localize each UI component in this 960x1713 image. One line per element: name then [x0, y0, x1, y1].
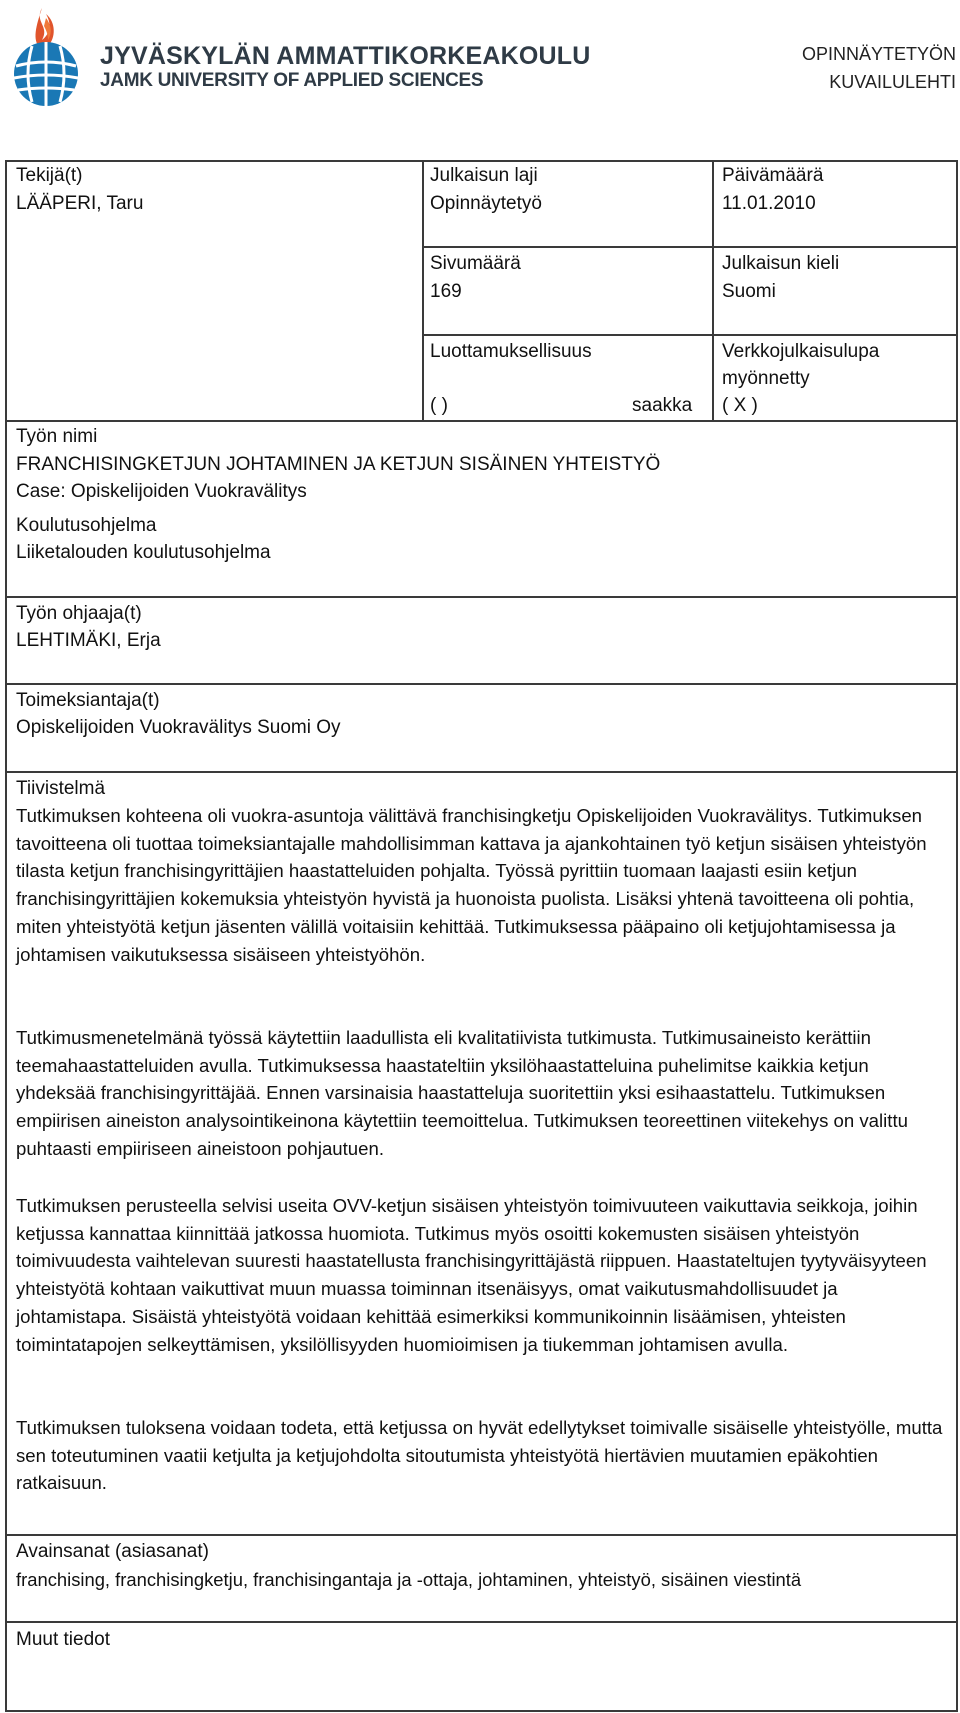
row-divider-5 [5, 683, 958, 685]
publication-language-value: Suomi [722, 281, 776, 302]
abstract-paragraph-1: Tutkimuksen kohteena oli vuokra-asuntoja välittävä franchisingketju Opiskelijoiden Vuokravälitys. Tutkimuksen tavoitteena oli tuottaa toimeksiantajalle mahdollisimman kattava ja ajankohtainen työ ketjun sisäisen yhteistyön tilasta ketjun franchisingyrittäjien haastatteluiden pohjalta. Työssä pyrittiin tuomaan laajasti esiin ketjun franchisingyrittäjien kokemuksia yhteistyön hyvistä ja huonoista puolista. Lisäksi yhtenä tavoitteena oli pohtia, miten yhteistyötä ketjun jäsenten välillä voitaisiin kehittää. Tutkimuksessa pääpaino oli ketjujohtamisessa ja johtamisen vaikutuksessa sisäiseen yhteistyöhön. [16, 805, 927, 965]
publication-type-label: Julkaisun laji [430, 165, 538, 186]
other-info-label: Muut tiedot [16, 1629, 110, 1650]
online-permission-label-2: myönnetty [722, 368, 810, 389]
jamk-logo-icon [6, 4, 86, 108]
row-divider-8 [5, 1621, 958, 1623]
abstract-label: Tiivistelmä [16, 778, 106, 799]
thesis-title-label: Työn nimi [16, 426, 98, 447]
confidentiality-checkbox: ( ) [430, 395, 448, 416]
page-count-value: 169 [430, 281, 462, 302]
abstract-paragraph-3: Tutkimuksen perusteella selvisi useita OVV-ketjun sisäisen yhteistyön toimivuuteen vaikuttavia seikkoja, joihin ketjussa kannattaa kiinnittää jatkossa huomiota. Tutkimus myös osoitti kokemusten sisäisen yhteistyön toimivuudesta vaihtelevan suuresti haastatellusta franchisingyrittäjästä riippuen. Haastateltujen tyytyväisyyteen yhteistyötä kohtaan vaikuttivat muun muassa toiminnan itsenäisyys, omat vaikutusmahdollisuudet ja johtamistapa. Sisäistä yhteistyötä voidaan kehittää esimerkiksi kommunikoinnin lisäämisen, yhteisten toimintatapojen selkeyttämisen, yksilöllisyyden huomioimisen ja tiukemman johtamisen avulla. [16, 1195, 927, 1355]
supervisor-value: LEHTIMÄKI, Erja [16, 630, 161, 651]
thesis-title-line2: Case: Opiskelijoiden Vuokravälitys [16, 481, 307, 502]
page-count-label: Sivumäärä [430, 253, 521, 274]
online-permission-value: ( X ) [722, 395, 758, 416]
publication-type-value: Opinnäytetyö [430, 193, 542, 214]
institution-name-en: JAMK UNIVERSITY OF APPLIED SCIENCES [100, 70, 484, 91]
date-value: 11.01.2010 [722, 193, 816, 214]
form-right-border [956, 160, 958, 1712]
date-label: Päivämäärä [722, 165, 824, 186]
document-type-line2: KUVAILULEHTI [829, 72, 956, 92]
row-divider-3 [5, 420, 958, 422]
author-value: LÄÄPERI, Taru [16, 193, 144, 214]
form-bottom-border [5, 1710, 958, 1712]
supervisor-label: Työn ohjaaja(t) [16, 603, 142, 624]
column-divider-1 [422, 160, 424, 422]
programme-label: Koulutusohjelma [16, 515, 157, 536]
row-divider-1 [422, 246, 958, 248]
author-label: Tekijä(t) [16, 165, 83, 186]
form-left-border [5, 160, 7, 1712]
abstract-paragraph-2: Tutkimusmenetelmänä työssä käytettiin laadullista eli kvalitatiivista tutkimusta. Tutkimusaineisto kerättiin teemahaastatteluiden avulla. Tutkimuksessa haastateltiin yksilöhaastatteluina puhelimitse kaikkia ketjun yhdeksää franchisingyrittäjää. Ennen varsinaisia haastatteluja suoritettiin yksi esihaastattelu. Tutkimuksen empiirisen aineiston analysointikeinona käytettiin teemoittelua. Tutkimuksen teoreettinen viitekehys on valittu puhtaasti empiiriseen aineistoon pohjautuen. [16, 1027, 908, 1159]
keywords-value: franchising, franchisingketju, franchisingantaja ja -ottaja, johtaminen, yhteistyö, sisäinen viestintä [16, 1569, 802, 1590]
document-type [802, 40, 956, 96]
institution-name-fi: JYVÄSKYLÄN AMMATTIKORKEAKOULU [100, 42, 591, 70]
abstract-paragraph-4: Tutkimuksen tuloksena voidaan todeta, että ketjussa on hyvät edellytykset toimivalle sisäiselle yhteistyölle, mutta sen toteutuminen vaatii ketjulta ja ketjujohdolta sitoutumista yhteistyötä hiertävien muutamien epäkohtien ratkaisuun. [16, 1417, 943, 1494]
column-divider-2 [712, 160, 714, 422]
confidentiality-until: saakka [632, 395, 693, 416]
programme-value: Liiketalouden koulutusohjelma [16, 542, 271, 563]
row-divider-4 [5, 596, 958, 598]
confidentiality-label: Luottamuksellisuus [430, 341, 592, 362]
document-type-line1: OPINNÄYTETYÖN [801, 44, 956, 64]
publication-language-label: Julkaisun kieli [722, 253, 840, 274]
commissioner-label: Toimeksiantaja(t) [16, 690, 160, 711]
online-permission-label-1: Verkkojulkaisulupa [722, 341, 880, 362]
row-divider-7 [5, 1534, 958, 1536]
row-divider-6 [5, 771, 958, 773]
document-header [0, 0, 960, 130]
row-divider-2 [422, 334, 958, 336]
thesis-title-line1: FRANCHISINGKETJUN JOHTAMINEN JA KETJUN SISÄINEN YHTEISTYÖ [16, 454, 661, 475]
keywords-label: Avainsanat (asiasanat) [16, 1541, 209, 1562]
institution-name [100, 42, 591, 92]
commissioner-value: Opiskelijoiden Vuokravälitys Suomi Oy [16, 717, 341, 738]
